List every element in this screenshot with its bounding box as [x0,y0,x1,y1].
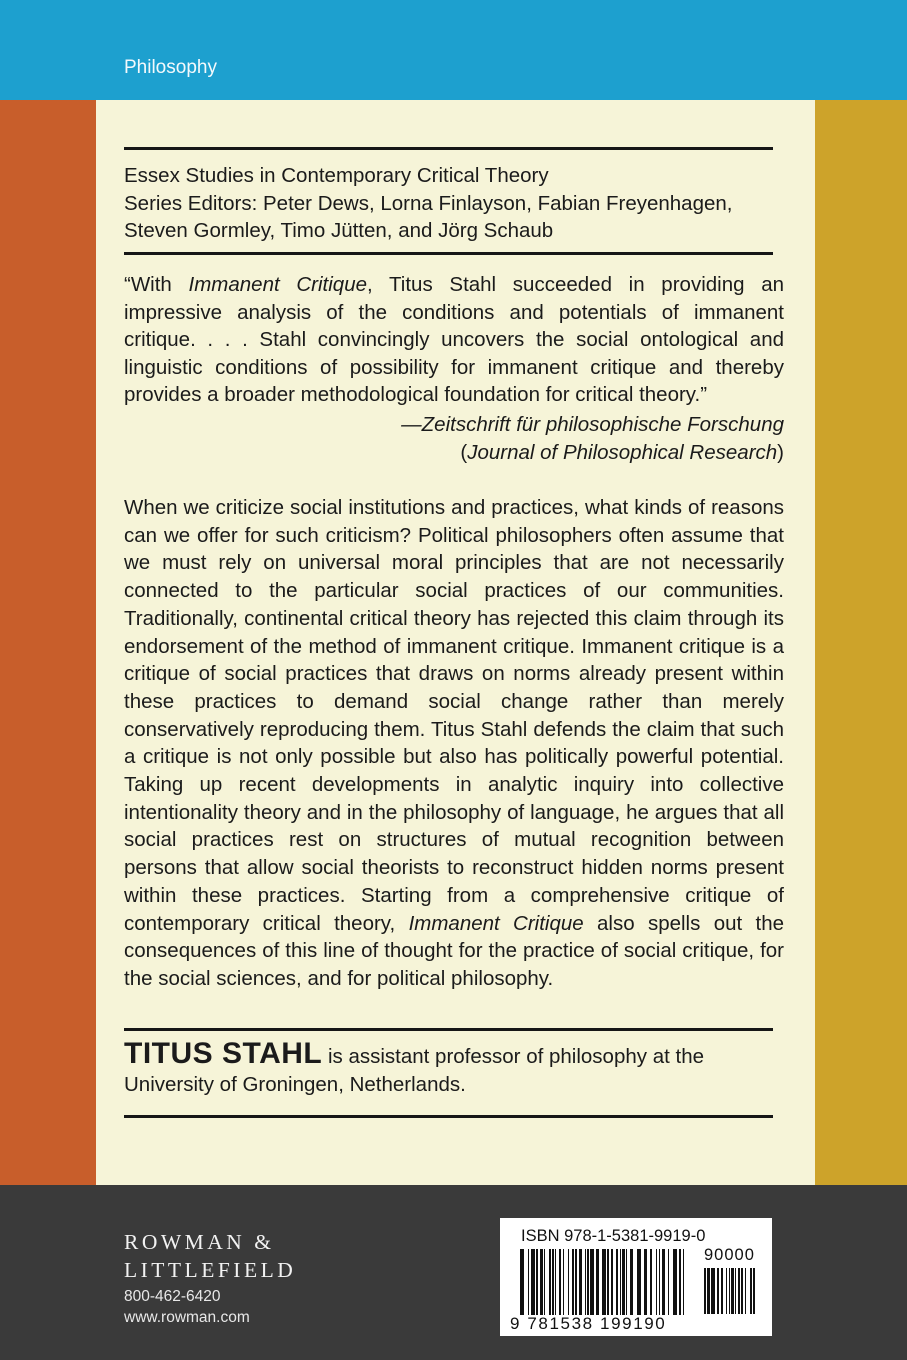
barcode-box [500,1218,772,1336]
author-bio [124,1037,786,1099]
description-book-title: Immanent Critique [408,911,584,935]
series-title: Essex Studies in Contemporary Critical Theory [124,164,549,187]
barcode-addon-icon [704,1268,756,1314]
quote-source-translation: Journal of Philosophical Research [467,440,778,464]
description-part-1: When we criticize social institutions and practices, what kinds of reasons can we offer for such criticism? Political philosophers often assume that we must rely on universal moral principles that are not necessarily connected to the particular social practices of our communities. Traditionally, continental critical theory has rejected this claim through its endorsement of the method of immanent critique. Immanent critique is a critique of social practices that draws on norms already present within these practices to demand social change rather than merely conservatively reproducing them. Titus Stahl defends the claim that such a critique is not only possible but also has politically powerful potential. Taking up recent developments in analytic inquiry into collective intentionality theory and in the philosophy of language, he argues that all social practices rest on structures of mutual recognition between persons that allow social theorists to reconstruct hidden norms present within these practices. Starting from a comprehensive critique of contemporary critical theory, [124,496,784,935]
publisher-phone: 800-462-6420 [124,1288,221,1305]
top-band [0,0,907,100]
barcode-main-icon [520,1249,688,1315]
series-info [124,162,786,245]
category-label: Philosophy [124,57,217,78]
right-color-stripe [815,100,907,1185]
barcode-addon-number: 90000 [704,1246,755,1264]
publisher-name-line-1: ROWMAN & [124,1230,275,1254]
left-color-stripe [0,100,96,1185]
publisher-logo [124,1228,296,1284]
quote-open: “With [124,273,189,296]
isbn-label: ISBN 978-1-5381-9919-0 [521,1227,706,1245]
publisher-contact [124,1286,250,1328]
divider-bio-top [124,1028,773,1031]
series-editors-line-2: Steven Gormley, Timo Jütten, and Jörg Schaub [124,219,554,242]
publisher-name-line-2: LITTLEFIELD [124,1258,297,1282]
divider-series [124,252,773,255]
description-part-2: also spells out the consequences of this line of thought for the practice of social critique, for the social sciences, and for political philosophy. [124,911,785,990]
quote-book-title: Immanent Critique [188,273,368,296]
quote-source: —Zeitschrift für philosophische Forschung [401,413,784,436]
author-name: TITUS STAHL [124,1037,323,1070]
quote-attribution [124,411,784,466]
review-quote [124,271,784,409]
divider-top [124,147,773,150]
publisher-website[interactable]: www.rowman.com [124,1309,250,1326]
barcode-digits: 9 781538 199190 [510,1314,667,1333]
series-editors-line-1: Series Editors: Peter Dews, Lorna Finlayson, Fabian Freyenhagen, [124,191,733,215]
translation-close-paren: ) [777,440,784,464]
divider-bottom [124,1115,773,1118]
book-description [124,494,784,993]
translation-open-paren: ( [460,440,468,464]
author-bio-text: is assistant professor of philosophy at the University of Groningen, Netherlands. [124,1045,704,1096]
quote-body: , Titus Stahl succeeded in providing an impressive analysis of the conditions and potentials of immanent critique. . . . Stahl convincingly uncovers the social ontological and linguistic conditions of possibility for immanent critique and thereby provides a broader methodological foundation for critical theory.” [124,273,784,406]
